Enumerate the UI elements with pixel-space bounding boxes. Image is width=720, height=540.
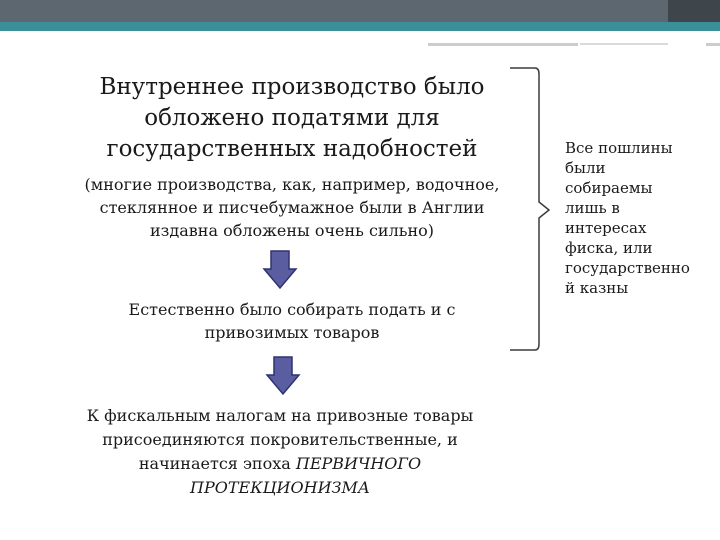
teal-decor-stripe	[0, 22, 720, 31]
decor-line	[428, 43, 578, 46]
bottom-line: К фискальным налогам на привозные товары	[86, 406, 474, 425]
term-primary: ПЕРВИЧНОГО	[295, 454, 422, 473]
note-line: (многие производства, как, например, водочное,	[84, 175, 500, 194]
down-arrow-icon	[265, 356, 301, 396]
term-protectionism-text: ПРОТЕКЦИОНИЗМА	[190, 478, 370, 497]
heading-line: обложено податями для	[144, 105, 440, 131]
side-note-line: интересах	[565, 219, 647, 237]
down-arrow-icon	[262, 250, 298, 290]
down-arrow-shape	[264, 251, 296, 288]
bottom-line: присоединяются покровительственные, и	[102, 430, 458, 449]
middle-line: привозимых товаров	[204, 323, 380, 342]
side-note	[565, 138, 715, 298]
down-arrow-shape	[267, 357, 299, 394]
side-note-line: государственно	[565, 259, 690, 277]
main-heading	[42, 72, 542, 165]
side-note-line: Все пошлины	[565, 139, 673, 157]
side-note-line: фиска, или	[565, 239, 653, 257]
top-decor-bar-dark	[668, 0, 720, 22]
side-note-line: й казны	[565, 279, 629, 297]
conclusion-statement	[30, 404, 530, 500]
middle-statement	[42, 298, 542, 344]
decor-line	[706, 43, 720, 46]
bracket-shape	[510, 68, 549, 350]
bottom-line-prefix: начинается эпоха	[138, 454, 296, 473]
decor-line	[580, 43, 668, 45]
note-line: стеклянное и писчебумажное были в Англии	[99, 198, 485, 217]
bottom-line-with-term	[30, 452, 530, 476]
heading-line: государственных надобностей	[106, 136, 478, 162]
side-note-line: лишь в	[565, 199, 620, 217]
top-decor-bar	[0, 0, 720, 22]
parenthetical-note	[42, 173, 542, 242]
side-note-line: были	[565, 159, 606, 177]
middle-line: Естественно было собирать подать и с	[128, 300, 456, 319]
note-line: издавна обложены очень сильно)	[150, 221, 434, 240]
heading-line: Внутреннее производство было	[99, 74, 485, 100]
term-protectionism	[30, 476, 530, 500]
right-bracket	[505, 66, 555, 352]
side-note-line: собираемы	[565, 179, 653, 197]
